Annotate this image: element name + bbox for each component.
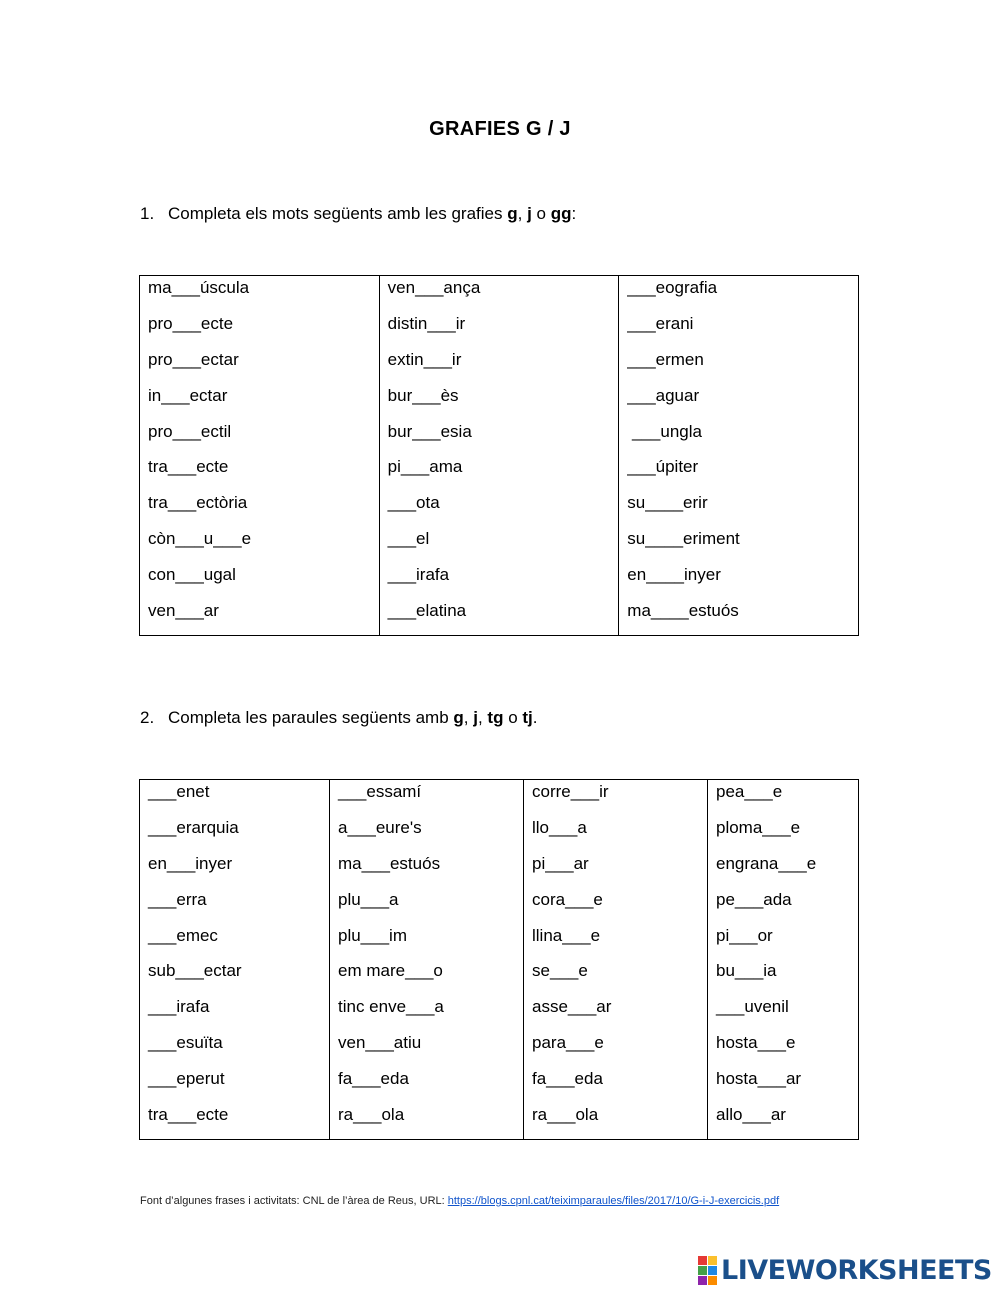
logo-square — [698, 1276, 707, 1285]
word-item: em mare___o — [338, 961, 443, 981]
exercise-2-column — [524, 780, 708, 1140]
word-item: corre___ir — [532, 782, 609, 801]
word-item: ma____estuós — [627, 601, 739, 621]
word-item: pi___ar — [532, 853, 589, 873]
logo-text: LIVEWORKSHEETS — [721, 1254, 992, 1286]
word-item: ra___ola — [338, 1105, 405, 1125]
exercise-1-number: 1. — [140, 204, 155, 223]
word-item: engrana___e — [716, 853, 817, 873]
exercise-2-column — [140, 780, 330, 1140]
word-item: ___irafa — [148, 997, 210, 1017]
word-item: ___erani — [627, 313, 694, 333]
word-item: ___uvenil — [716, 997, 789, 1017]
word-item: ven___ar — [148, 601, 219, 621]
word-item: pro___ectil — [148, 421, 232, 441]
word-item: cora___e — [532, 889, 603, 909]
word-item: pi___or — [716, 925, 773, 945]
word-item: ma___úscula — [148, 278, 250, 297]
word-item: plu___a — [338, 889, 399, 909]
word-item: fa___eda — [532, 1069, 603, 1089]
word-item: bur___ès — [387, 385, 459, 405]
liveworksheets-logo — [698, 1255, 992, 1285]
logo-square — [698, 1256, 707, 1265]
word-item: para___e — [532, 1033, 604, 1053]
word-item: ven___atiu — [338, 1033, 422, 1053]
page-title: GRAFIES G / J — [429, 118, 571, 140]
word-item: ___erarquia — [148, 817, 239, 837]
word-item: asse___ar — [532, 997, 612, 1017]
word-item: pro___ectar — [148, 349, 239, 369]
word-item: con___ugal — [148, 565, 236, 585]
source-link[interactable]: https://blogs.cpnl.cat/teiximparaules/files/2017/10/G-i-J-exercicis.pdf — [447, 1195, 780, 1207]
word-item: en____inyer — [627, 565, 721, 585]
word-item: pro___ecte — [148, 313, 234, 333]
source-footer: Font d’algunes frases i activitats: CNL de l’àrea de Reus, URL: https://blogs.cpnl.cat/teiximparaules/files/2017/10/G-i-J-exercicis.pdf — [140, 1195, 780, 1207]
word-item: su____eriment — [627, 529, 740, 549]
word-item: ploma___e — [716, 817, 801, 837]
word-item: pe___ada — [716, 889, 792, 909]
logo-squares-icon — [698, 1256, 717, 1285]
word-item: ___eperut — [148, 1069, 225, 1089]
word-item: ___essamí — [338, 782, 422, 801]
word-item: ven___ança — [387, 278, 481, 297]
word-item: su____erir — [627, 493, 708, 513]
word-item: ___elatina — [387, 601, 467, 621]
word-item: distin___ir — [387, 313, 466, 333]
exercise-2-column — [330, 780, 524, 1140]
word-item: tra___ecte — [148, 457, 229, 477]
word-item: ___aguar — [627, 385, 700, 405]
word-item: ___irafa — [387, 565, 450, 585]
word-item: ___erra — [148, 889, 207, 909]
exercise-2-number: 2. — [140, 708, 155, 727]
word-item: se___e — [532, 961, 588, 981]
logo-square — [708, 1266, 717, 1275]
exercise-2-table — [139, 779, 859, 1140]
logo-square — [708, 1276, 717, 1285]
exercise-2-column — [708, 780, 859, 1140]
word-item: extin___ir — [387, 349, 462, 369]
word-item: ___eografia — [627, 278, 718, 297]
word-item: plu___im — [338, 925, 407, 945]
word-item: còn___u___e — [148, 529, 252, 549]
word-item: pea___e — [716, 782, 783, 801]
word-item: bur___esia — [387, 421, 472, 441]
word-item: ___el — [387, 529, 430, 549]
word-item: tra___ecte — [148, 1105, 229, 1125]
word-item: ___úpiter — [627, 457, 699, 477]
word-item: en___inyer — [148, 853, 233, 873]
word-item: a___eure's — [338, 817, 422, 837]
word-item: llo___a — [532, 817, 587, 837]
word-item: bu___ia — [716, 961, 777, 981]
word-item: in___ectar — [148, 385, 228, 405]
word-item: allo___ar — [716, 1105, 786, 1125]
word-item: ra___ola — [532, 1105, 599, 1125]
word-item: ma___estuós — [338, 853, 441, 873]
exercise-1-instruction: 1. Completa els mots següents amb les grafies g, j o gg: — [140, 204, 577, 223]
word-item: hosta___ar — [716, 1069, 802, 1089]
word-item: tra___ectòria — [148, 493, 248, 513]
word-item: hosta___e — [716, 1033, 796, 1053]
exercise-1-table — [139, 275, 859, 636]
logo-square — [708, 1256, 717, 1265]
word-item: sub___ectar — [148, 961, 242, 981]
exercise-1-column — [379, 276, 619, 636]
word-item: ___ota — [387, 493, 440, 513]
exercise-1-column — [140, 276, 380, 636]
word-item: ___ungla — [627, 421, 702, 441]
exercise-1-column — [619, 276, 859, 636]
word-item: ___emec — [148, 925, 218, 945]
word-item: pi___ama — [387, 457, 463, 477]
word-item: ___ermen — [627, 349, 704, 369]
exercise-2-instruction: 2. Completa les paraules següents amb g, j, tg o tj. — [140, 708, 538, 727]
word-item: llina___e — [532, 925, 601, 945]
word-item: tinc enve___a — [338, 997, 444, 1017]
word-item: fa___eda — [338, 1069, 409, 1089]
word-item: ___enet — [148, 782, 210, 801]
word-item: ___esuïta — [148, 1033, 223, 1053]
logo-square — [698, 1266, 707, 1275]
